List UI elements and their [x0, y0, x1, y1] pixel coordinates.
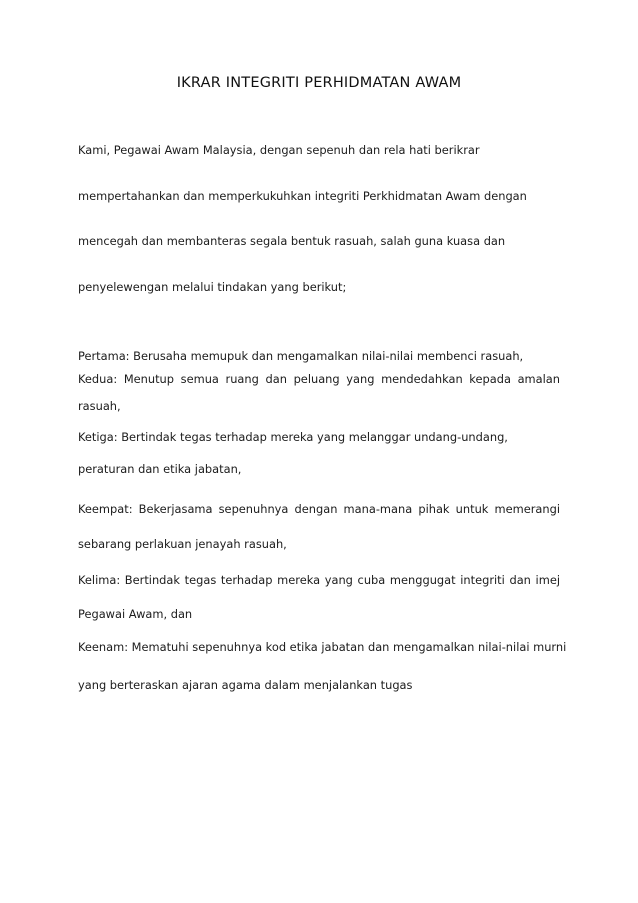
pledge-line-6: Keempat: Bekerjasama sepenuhnya dengan mana-mana pihak untuk memerangi	[78, 502, 560, 516]
intro-line-1: Kami, Pegawai Awam Malaysia, dengan sepenuh dan rela hati berikrar	[78, 143, 480, 157]
document-title: IKRAR INTEGRITI PERHIDMATAN AWAM	[176, 75, 462, 91]
intro-line-2: mempertahankan dan memperkukuhkan integriti Perkhidmatan Awam dengan	[78, 189, 527, 203]
intro-line-3: mencegah dan membanteras segala bentuk rasuah, salah guna kuasa dan	[78, 234, 506, 248]
pledge-line-1: Pertama: Berusaha memupuk dan mengamalkan nilai-nilai membenci rasuah,	[78, 349, 524, 363]
pledge-line-5: peraturan dan etika jabatan,	[78, 462, 242, 476]
pledge-line-10: Keenam: Mematuhi sepenuhnya kod etika jabatan dan mengamalkan nilai-nilai murni	[78, 640, 567, 654]
pledge-line-11: yang berteraskan ajaran agama dalam menjalankan tugas	[78, 678, 413, 692]
pledge-line-7: sebarang perlakuan jenayah rasuah,	[78, 537, 287, 551]
pledge-line-3: rasuah,	[78, 399, 121, 413]
pledge-line-2: Kedua: Menutup semua ruang dan peluang yang mendedahkan kepada amalan	[78, 372, 560, 386]
pledge-line-9: Pegawai Awam, dan	[78, 607, 193, 621]
pledge-line-4: Ketiga: Bertindak tegas terhadap mereka yang melanggar undang-undang,	[78, 430, 508, 444]
pledge-line-8: Kelima: Bertindak tegas terhadap mereka yang cuba menggugat integriti dan imej	[78, 573, 560, 587]
intro-line-4: penyelewengan melalui tindakan yang berikut;	[78, 280, 347, 294]
